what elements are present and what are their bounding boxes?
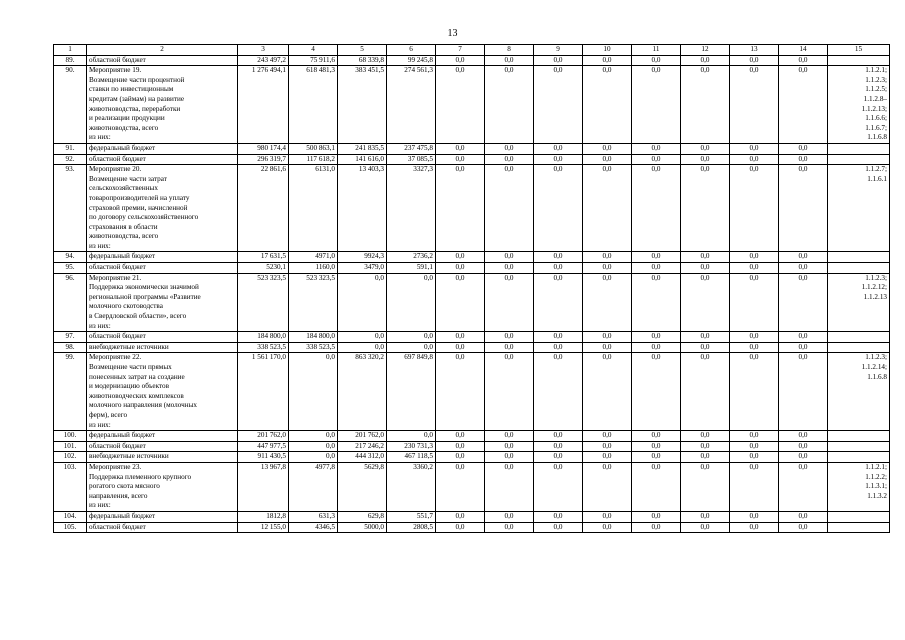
table-body bbox=[54, 45, 890, 533]
value-cell-col-6: 0,0 bbox=[387, 342, 436, 353]
row-number-cell: 95. bbox=[54, 263, 87, 274]
value-cell-col-13: 0,0 bbox=[730, 154, 779, 165]
value-cell-col-14: 0,0 bbox=[779, 342, 828, 353]
value-cell-col-7: 0,0 bbox=[436, 452, 485, 463]
value-cell-col-5: 444 312,0 bbox=[338, 452, 387, 463]
target-reference-cell: 1.1.2.3; 1.1.2.14; 1.1.6.8 bbox=[828, 353, 890, 431]
value-cell-col-6: 99 245,8 bbox=[387, 55, 436, 66]
value-cell-col-5: 383 451,5 bbox=[338, 66, 387, 144]
item-name-cell: областной бюджет bbox=[87, 441, 238, 452]
value-cell-col-9: 0,0 bbox=[534, 353, 583, 431]
value-cell-col-3: 201 762,0 bbox=[238, 431, 289, 442]
value-cell-col-3: 12 155,0 bbox=[238, 522, 289, 533]
value-cell-col-9: 0,0 bbox=[534, 431, 583, 442]
value-cell-col-3: 1 276 494,1 bbox=[238, 66, 289, 144]
value-cell-col-6: 591,1 bbox=[387, 263, 436, 274]
value-cell-col-13: 0,0 bbox=[730, 273, 779, 332]
item-name-cell: федеральный бюджет bbox=[87, 511, 238, 522]
table-row bbox=[54, 511, 890, 522]
value-cell-col-12: 0,0 bbox=[681, 263, 730, 274]
table-row bbox=[54, 452, 890, 463]
value-cell-col-4: 4346,5 bbox=[289, 522, 338, 533]
item-name-cell: Мероприятие 23. Поддержка племенного крупного рогатого скота мясного направления, всего из них: bbox=[87, 462, 238, 511]
value-cell-col-13: 0,0 bbox=[730, 441, 779, 452]
value-cell-col-10: 0,0 bbox=[583, 143, 632, 154]
value-cell-col-11: 0,0 bbox=[632, 452, 681, 463]
value-cell-col-10: 0,0 bbox=[583, 66, 632, 144]
value-cell-col-9: 0,0 bbox=[534, 165, 583, 252]
value-cell-col-10: 0,0 bbox=[583, 263, 632, 274]
value-cell-col-4: 75 911,6 bbox=[289, 55, 338, 66]
value-cell-col-6: 2808,5 bbox=[387, 522, 436, 533]
value-cell-col-11: 0,0 bbox=[632, 143, 681, 154]
value-cell-col-4: 0,0 bbox=[289, 353, 338, 431]
value-cell-col-11: 0,0 bbox=[632, 342, 681, 353]
value-cell-col-7: 0,0 bbox=[436, 511, 485, 522]
value-cell-col-14: 0,0 bbox=[779, 273, 828, 332]
value-cell-col-7: 0,0 bbox=[436, 441, 485, 452]
value-cell-col-5: 863 320,2 bbox=[338, 353, 387, 431]
value-cell-col-7: 0,0 bbox=[436, 55, 485, 66]
table-row bbox=[54, 55, 890, 66]
value-cell-col-5: 0,0 bbox=[338, 342, 387, 353]
value-cell-col-12: 0,0 bbox=[681, 431, 730, 442]
value-cell-col-3: 1 561 170,0 bbox=[238, 353, 289, 431]
value-cell-col-3: 243 497,2 bbox=[238, 55, 289, 66]
value-cell-col-4: 4971,0 bbox=[289, 252, 338, 263]
value-cell-col-11: 0,0 bbox=[632, 522, 681, 533]
table-row bbox=[54, 66, 890, 144]
item-name-cell: областной бюджет bbox=[87, 332, 238, 343]
value-cell-col-10: 0,0 bbox=[583, 273, 632, 332]
value-cell-col-14: 0,0 bbox=[779, 462, 828, 511]
value-cell-col-8: 0,0 bbox=[485, 332, 534, 343]
value-cell-col-3: 447 977,5 bbox=[238, 441, 289, 452]
value-cell-col-12: 0,0 bbox=[681, 452, 730, 463]
value-cell-col-14: 0,0 bbox=[779, 165, 828, 252]
table-row bbox=[54, 165, 890, 252]
value-cell-col-7: 0,0 bbox=[436, 431, 485, 442]
value-cell-col-11: 0,0 bbox=[632, 441, 681, 452]
value-cell-col-12: 0,0 bbox=[681, 342, 730, 353]
column-header: 1 bbox=[54, 45, 87, 56]
value-cell-col-5: 5629,8 bbox=[338, 462, 387, 511]
value-cell-col-5: 141 616,0 bbox=[338, 154, 387, 165]
value-cell-col-4: 184 800,0 bbox=[289, 332, 338, 343]
value-cell-col-12: 0,0 bbox=[681, 522, 730, 533]
column-header: 9 bbox=[534, 45, 583, 56]
value-cell-col-9: 0,0 bbox=[534, 522, 583, 533]
value-cell-col-11: 0,0 bbox=[632, 511, 681, 522]
value-cell-col-7: 0,0 bbox=[436, 332, 485, 343]
item-name-cell: Мероприятие 21. Поддержка экономически значимой региональной программы «Развитие молочного скотоводства в Свердловской области», всего из них: bbox=[87, 273, 238, 332]
target-reference-cell bbox=[828, 511, 890, 522]
value-cell-col-8: 0,0 bbox=[485, 511, 534, 522]
table-row bbox=[54, 431, 890, 442]
value-cell-col-9: 0,0 bbox=[534, 66, 583, 144]
table-row bbox=[54, 441, 890, 452]
value-cell-col-9: 0,0 bbox=[534, 332, 583, 343]
value-cell-col-13: 0,0 bbox=[730, 342, 779, 353]
value-cell-col-5: 3479,0 bbox=[338, 263, 387, 274]
row-number-cell: 93. bbox=[54, 165, 87, 252]
value-cell-col-11: 0,0 bbox=[632, 252, 681, 263]
value-cell-col-8: 0,0 bbox=[485, 431, 534, 442]
value-cell-col-10: 0,0 bbox=[583, 154, 632, 165]
value-cell-col-11: 0,0 bbox=[632, 462, 681, 511]
value-cell-col-8: 0,0 bbox=[485, 165, 534, 252]
value-cell-col-4: 0,0 bbox=[289, 441, 338, 452]
value-cell-col-11: 0,0 bbox=[632, 55, 681, 66]
item-name-cell: федеральный бюджет bbox=[87, 252, 238, 263]
value-cell-col-3: 13 967,8 bbox=[238, 462, 289, 511]
value-cell-col-6: 3327,3 bbox=[387, 165, 436, 252]
column-header: 15 bbox=[828, 45, 890, 56]
column-header: 8 bbox=[485, 45, 534, 56]
value-cell-col-13: 0,0 bbox=[730, 353, 779, 431]
value-cell-col-14: 0,0 bbox=[779, 143, 828, 154]
value-cell-col-5: 0,0 bbox=[338, 332, 387, 343]
column-header: 3 bbox=[238, 45, 289, 56]
value-cell-col-13: 0,0 bbox=[730, 431, 779, 442]
value-cell-col-14: 0,0 bbox=[779, 452, 828, 463]
target-reference-cell: 1.1.2.3; 1.1.2.12; 1.1.2.13 bbox=[828, 273, 890, 332]
value-cell-col-8: 0,0 bbox=[485, 452, 534, 463]
value-cell-col-10: 0,0 bbox=[583, 55, 632, 66]
value-cell-col-9: 0,0 bbox=[534, 452, 583, 463]
column-header: 13 bbox=[730, 45, 779, 56]
table-row bbox=[54, 353, 890, 431]
value-cell-col-3: 5230,1 bbox=[238, 263, 289, 274]
value-cell-col-14: 0,0 bbox=[779, 511, 828, 522]
value-cell-col-6: 551,7 bbox=[387, 511, 436, 522]
value-cell-col-13: 0,0 bbox=[730, 66, 779, 144]
value-cell-col-5: 68 339,8 bbox=[338, 55, 387, 66]
table-row bbox=[54, 332, 890, 343]
value-cell-col-12: 0,0 bbox=[681, 353, 730, 431]
row-number-cell: 99. bbox=[54, 353, 87, 431]
target-reference-cell bbox=[828, 252, 890, 263]
page-number: 13 bbox=[447, 28, 458, 39]
value-cell-col-10: 0,0 bbox=[583, 431, 632, 442]
value-cell-col-7: 0,0 bbox=[436, 165, 485, 252]
table-row bbox=[54, 143, 890, 154]
value-cell-col-7: 0,0 bbox=[436, 66, 485, 144]
value-cell-col-12: 0,0 bbox=[681, 462, 730, 511]
value-cell-col-6: 0,0 bbox=[387, 332, 436, 343]
column-header: 2 bbox=[87, 45, 238, 56]
value-cell-col-11: 0,0 bbox=[632, 273, 681, 332]
value-cell-col-12: 0,0 bbox=[681, 55, 730, 66]
row-number-cell: 105. bbox=[54, 522, 87, 533]
target-reference-cell bbox=[828, 143, 890, 154]
value-cell-col-5: 9924,3 bbox=[338, 252, 387, 263]
value-cell-col-3: 980 174,4 bbox=[238, 143, 289, 154]
column-header: 11 bbox=[632, 45, 681, 56]
value-cell-col-4: 1160,0 bbox=[289, 263, 338, 274]
table-row bbox=[54, 273, 890, 332]
value-cell-col-13: 0,0 bbox=[730, 332, 779, 343]
target-reference-cell bbox=[828, 263, 890, 274]
row-number-cell: 90. bbox=[54, 66, 87, 144]
value-cell-col-8: 0,0 bbox=[485, 143, 534, 154]
value-cell-col-14: 0,0 bbox=[779, 353, 828, 431]
value-cell-col-9: 0,0 bbox=[534, 462, 583, 511]
value-cell-col-13: 0,0 bbox=[730, 252, 779, 263]
value-cell-col-4: 0,0 bbox=[289, 431, 338, 442]
value-cell-col-10: 0,0 bbox=[583, 353, 632, 431]
value-cell-col-6: 697 849,8 bbox=[387, 353, 436, 431]
value-cell-col-5: 13 403,3 bbox=[338, 165, 387, 252]
column-header: 5 bbox=[338, 45, 387, 56]
value-cell-col-8: 0,0 bbox=[485, 252, 534, 263]
value-cell-col-13: 0,0 bbox=[730, 522, 779, 533]
value-cell-col-6: 2736,2 bbox=[387, 252, 436, 263]
column-header: 7 bbox=[436, 45, 485, 56]
table-row bbox=[54, 154, 890, 165]
budget-table bbox=[53, 44, 890, 533]
value-cell-col-10: 0,0 bbox=[583, 332, 632, 343]
value-cell-col-14: 0,0 bbox=[779, 263, 828, 274]
value-cell-col-5: 5000,0 bbox=[338, 522, 387, 533]
value-cell-col-12: 0,0 bbox=[681, 332, 730, 343]
value-cell-col-4: 6131,0 bbox=[289, 165, 338, 252]
target-reference-cell bbox=[828, 522, 890, 533]
column-header: 4 bbox=[289, 45, 338, 56]
value-cell-col-14: 0,0 bbox=[779, 154, 828, 165]
value-cell-col-8: 0,0 bbox=[485, 66, 534, 144]
value-cell-col-4: 0,0 bbox=[289, 452, 338, 463]
item-name-cell: областной бюджет bbox=[87, 263, 238, 274]
value-cell-col-14: 0,0 bbox=[779, 332, 828, 343]
table-row bbox=[54, 522, 890, 533]
target-reference-cell bbox=[828, 342, 890, 353]
value-cell-col-11: 0,0 bbox=[632, 353, 681, 431]
value-cell-col-7: 0,0 bbox=[436, 252, 485, 263]
value-cell-col-6: 237 475,8 bbox=[387, 143, 436, 154]
value-cell-col-12: 0,0 bbox=[681, 66, 730, 144]
row-number-cell: 102. bbox=[54, 452, 87, 463]
value-cell-col-12: 0,0 bbox=[681, 252, 730, 263]
target-reference-cell bbox=[828, 332, 890, 343]
item-name-cell: областной бюджет bbox=[87, 522, 238, 533]
value-cell-col-8: 0,0 bbox=[485, 441, 534, 452]
item-name-cell: внебюджетные источники bbox=[87, 452, 238, 463]
value-cell-col-9: 0,0 bbox=[534, 143, 583, 154]
value-cell-col-8: 0,0 bbox=[485, 342, 534, 353]
value-cell-col-7: 0,0 bbox=[436, 154, 485, 165]
table-row bbox=[54, 462, 890, 511]
target-reference-cell: 1.1.2.1; 1.1.2.3; 1.1.2.5; 1.1.2.8– 1.1.2.13; 1.1.6.6; 1.1.6.7; 1.1.6.8 bbox=[828, 66, 890, 144]
value-cell-col-7: 0,0 bbox=[436, 353, 485, 431]
value-cell-col-10: 0,0 bbox=[583, 441, 632, 452]
target-reference-cell bbox=[828, 154, 890, 165]
column-header: 6 bbox=[387, 45, 436, 56]
value-cell-col-7: 0,0 bbox=[436, 273, 485, 332]
value-cell-col-10: 0,0 bbox=[583, 522, 632, 533]
value-cell-col-3: 911 430,5 bbox=[238, 452, 289, 463]
row-number-cell: 101. bbox=[54, 441, 87, 452]
table-header-row bbox=[54, 45, 890, 56]
value-cell-col-9: 0,0 bbox=[534, 441, 583, 452]
value-cell-col-13: 0,0 bbox=[730, 55, 779, 66]
value-cell-col-9: 0,0 bbox=[534, 252, 583, 263]
item-name-cell: внебюджетные источники bbox=[87, 342, 238, 353]
value-cell-col-4: 338 523,5 bbox=[289, 342, 338, 353]
value-cell-col-3: 523 323,5 bbox=[238, 273, 289, 332]
row-number-cell: 103. bbox=[54, 462, 87, 511]
item-name-cell: областной бюджет bbox=[87, 55, 238, 66]
value-cell-col-9: 0,0 bbox=[534, 154, 583, 165]
value-cell-col-11: 0,0 bbox=[632, 154, 681, 165]
value-cell-col-3: 17 631,5 bbox=[238, 252, 289, 263]
target-reference-cell bbox=[828, 452, 890, 463]
table-row bbox=[54, 252, 890, 263]
value-cell-col-10: 0,0 bbox=[583, 165, 632, 252]
value-cell-col-8: 0,0 bbox=[485, 462, 534, 511]
value-cell-col-9: 0,0 bbox=[534, 511, 583, 522]
value-cell-col-4: 4977,8 bbox=[289, 462, 338, 511]
value-cell-col-4: 618 481,3 bbox=[289, 66, 338, 144]
value-cell-col-6: 0,0 bbox=[387, 273, 436, 332]
value-cell-col-7: 0,0 bbox=[436, 462, 485, 511]
value-cell-col-3: 296 319,7 bbox=[238, 154, 289, 165]
row-number-cell: 98. bbox=[54, 342, 87, 353]
value-cell-col-5: 201 762,0 bbox=[338, 431, 387, 442]
item-name-cell: Мероприятие 19. Возмещение части процентной ставки по инвестиционным кредитам (займам) на развитие животноводства, переработки и реализации продукции животноводства, всего из них: bbox=[87, 66, 238, 144]
value-cell-col-6: 3360,2 bbox=[387, 462, 436, 511]
column-header: 12 bbox=[681, 45, 730, 56]
value-cell-col-8: 0,0 bbox=[485, 154, 534, 165]
value-cell-col-3: 22 861,6 bbox=[238, 165, 289, 252]
value-cell-col-12: 0,0 bbox=[681, 441, 730, 452]
value-cell-col-9: 0,0 bbox=[534, 263, 583, 274]
value-cell-col-13: 0,0 bbox=[730, 143, 779, 154]
column-header: 14 bbox=[779, 45, 828, 56]
value-cell-col-6: 230 731,3 bbox=[387, 441, 436, 452]
value-cell-col-10: 0,0 bbox=[583, 452, 632, 463]
value-cell-col-8: 0,0 bbox=[485, 353, 534, 431]
value-cell-col-8: 0,0 bbox=[485, 522, 534, 533]
target-reference-cell bbox=[828, 431, 890, 442]
value-cell-col-11: 0,0 bbox=[632, 263, 681, 274]
value-cell-col-11: 0,0 bbox=[632, 66, 681, 144]
value-cell-col-7: 0,0 bbox=[436, 342, 485, 353]
value-cell-col-4: 500 863,1 bbox=[289, 143, 338, 154]
value-cell-col-4: 631,3 bbox=[289, 511, 338, 522]
item-name-cell: Мероприятие 22. Возмещение части прямых понесенных затрат на создание и модернизацию объектов животноводческих комплексов молочного направления (молочных ферм), всего из них: bbox=[87, 353, 238, 431]
row-number-cell: 89. bbox=[54, 55, 87, 66]
value-cell-col-6: 467 118,5 bbox=[387, 452, 436, 463]
value-cell-col-5: 629,8 bbox=[338, 511, 387, 522]
row-number-cell: 96. bbox=[54, 273, 87, 332]
value-cell-col-4: 117 618,2 bbox=[289, 154, 338, 165]
value-cell-col-10: 0,0 bbox=[583, 342, 632, 353]
value-cell-col-6: 37 085,5 bbox=[387, 154, 436, 165]
row-number-cell: 104. bbox=[54, 511, 87, 522]
value-cell-col-10: 0,0 bbox=[583, 511, 632, 522]
value-cell-col-10: 0,0 bbox=[583, 252, 632, 263]
value-cell-col-3: 338 523,5 bbox=[238, 342, 289, 353]
value-cell-col-5: 241 835,5 bbox=[338, 143, 387, 154]
value-cell-col-11: 0,0 bbox=[632, 332, 681, 343]
table-row bbox=[54, 263, 890, 274]
value-cell-col-4: 523 323,5 bbox=[289, 273, 338, 332]
value-cell-col-8: 0,0 bbox=[485, 273, 534, 332]
value-cell-col-8: 0,0 bbox=[485, 263, 534, 274]
value-cell-col-5: 217 246,2 bbox=[338, 441, 387, 452]
value-cell-col-12: 0,0 bbox=[681, 143, 730, 154]
value-cell-col-7: 0,0 bbox=[436, 522, 485, 533]
target-reference-cell bbox=[828, 441, 890, 452]
item-name-cell: Мероприятие 20. Возмещение части затрат сельскохозяйственных товаропроизводителей на уплату страховой премии, начисленной по договору сельскохозяйственного страхования в области животноводства, всего из них: bbox=[87, 165, 238, 252]
value-cell-col-6: 274 561,3 bbox=[387, 66, 436, 144]
value-cell-col-13: 0,0 bbox=[730, 462, 779, 511]
target-reference-cell: 1.1.2.7; 1.1.6.1 bbox=[828, 165, 890, 252]
value-cell-col-7: 0,0 bbox=[436, 143, 485, 154]
value-cell-col-11: 0,0 bbox=[632, 431, 681, 442]
value-cell-col-14: 0,0 bbox=[779, 441, 828, 452]
value-cell-col-14: 0,0 bbox=[779, 431, 828, 442]
value-cell-col-10: 0,0 bbox=[583, 462, 632, 511]
value-cell-col-7: 0,0 bbox=[436, 263, 485, 274]
value-cell-col-13: 0,0 bbox=[730, 452, 779, 463]
value-cell-col-13: 0,0 bbox=[730, 165, 779, 252]
item-name-cell: федеральный бюджет bbox=[87, 431, 238, 442]
row-number-cell: 91. bbox=[54, 143, 87, 154]
value-cell-col-12: 0,0 bbox=[681, 511, 730, 522]
table-row bbox=[54, 342, 890, 353]
value-cell-col-13: 0,0 bbox=[730, 263, 779, 274]
value-cell-col-9: 0,0 bbox=[534, 55, 583, 66]
value-cell-col-14: 0,0 bbox=[779, 66, 828, 144]
value-cell-col-8: 0,0 bbox=[485, 55, 534, 66]
value-cell-col-9: 0,0 bbox=[534, 342, 583, 353]
row-number-cell: 92. bbox=[54, 154, 87, 165]
row-number-cell: 94. bbox=[54, 252, 87, 263]
item-name-cell: федеральный бюджет bbox=[87, 143, 238, 154]
column-header: 10 bbox=[583, 45, 632, 56]
value-cell-col-6: 0,0 bbox=[387, 431, 436, 442]
value-cell-col-14: 0,0 bbox=[779, 252, 828, 263]
value-cell-col-14: 0,0 bbox=[779, 55, 828, 66]
row-number-cell: 97. bbox=[54, 332, 87, 343]
value-cell-col-11: 0,0 bbox=[632, 165, 681, 252]
value-cell-col-9: 0,0 bbox=[534, 273, 583, 332]
target-reference-cell: 1.1.2.1; 1.1.2.2; 1.1.3.1; 1.1.3.2 bbox=[828, 462, 890, 511]
value-cell-col-3: 184 800,0 bbox=[238, 332, 289, 343]
value-cell-col-13: 0,0 bbox=[730, 511, 779, 522]
value-cell-col-12: 0,0 bbox=[681, 154, 730, 165]
value-cell-col-12: 0,0 bbox=[681, 273, 730, 332]
value-cell-col-5: 0,0 bbox=[338, 273, 387, 332]
row-number-cell: 100. bbox=[54, 431, 87, 442]
value-cell-col-12: 0,0 bbox=[681, 165, 730, 252]
value-cell-col-3: 1812,8 bbox=[238, 511, 289, 522]
item-name-cell: областной бюджет bbox=[87, 154, 238, 165]
value-cell-col-14: 0,0 bbox=[779, 522, 828, 533]
target-reference-cell bbox=[828, 55, 890, 66]
